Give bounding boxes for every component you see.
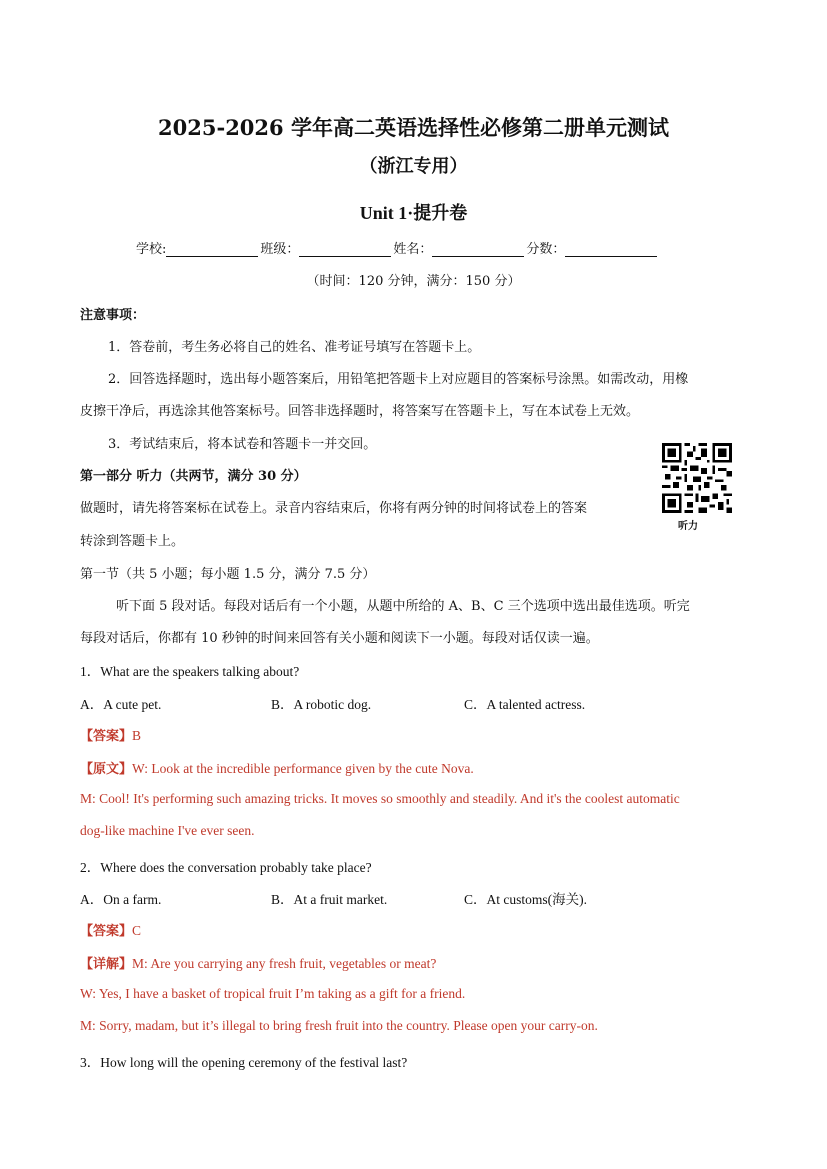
part1-intro-line-2: 转涂到答题卡上。 xyxy=(80,534,185,549)
q1-transcript-line-1 xyxy=(80,758,474,777)
note-item-1: 1．答卷前，考生务必将自己的姓名、准考证号填写在答题卡上。 xyxy=(108,340,481,355)
q1-option-a: A．A cute pet. xyxy=(80,697,162,712)
unit-title: Unit 1·提升卷 xyxy=(359,203,468,223)
page-subtitle: （浙江专用） xyxy=(359,156,468,177)
q2-line-1-text: M: Are you carrying any fresh fruit, vegetables or meat? xyxy=(132,956,437,971)
name-label: 姓名： xyxy=(393,242,433,257)
q1-question: 1．What are the speakers talking about? xyxy=(80,664,300,679)
q1-answer xyxy=(80,725,141,744)
qr-caption: 听力 xyxy=(678,521,698,532)
q2-transcript-line-1 xyxy=(80,953,436,972)
part1-heading: 第一部分 听力（共两节，满分 30 分） xyxy=(80,469,307,484)
q1-transcript-line-3: dog-like machine I've ever seen. xyxy=(80,823,255,838)
note-item-2-line-1: 2．回答选择题时，选出每小题答案后，用铅笔把答题卡上对应题目的答案标号涂黑。如需改动，用橡 xyxy=(108,372,689,387)
q2-question: 2．Where does the conversation probably take place? xyxy=(80,860,372,875)
q2-answer-value: C xyxy=(132,923,142,938)
q2-transcript-line-2: W: Yes, I have a basket of tropical fruit I’m taking as a gift for a friend. xyxy=(80,986,466,1001)
q1-line-1-text: W: Look at the incredible performance given by the cute Nova. xyxy=(132,761,474,776)
q2-option-c: C．At customs(海关). xyxy=(464,892,587,907)
q2-detail-tag: 【详解】 xyxy=(80,957,133,972)
q2-answer-tag: 【答案】 xyxy=(80,924,133,939)
class-blank xyxy=(299,242,391,257)
notes-heading: 注意事项： xyxy=(80,308,146,323)
part1-intro-line-1: 做题时，请先将答案标在试卷上。录音内容结束后，你将有两分钟的时间将试卷上的答案 xyxy=(80,501,588,516)
q1-transcript-line-2: M: Cool! It's performing such amazing tricks. It moves so smoothly and steadily. And it's the coolest automatic xyxy=(80,791,680,806)
note-item-3: 3．考试结束后，将本试卷和答题卡一并交回。 xyxy=(108,437,377,452)
time-info: （时间：120 分钟，满分：150 分） xyxy=(306,274,521,289)
section1-heading: 第一节（共 5 小题；每小题 1.5 分，满分 7.5 分） xyxy=(80,567,376,582)
note-item-2-line-2: 皮擦干净后，再选涂其他答案标号。回答非选择题时，将答案写在答题卡上，写在本试卷上无效。 xyxy=(80,404,640,419)
q2-answer xyxy=(80,920,141,939)
section1-instructions-line-1: 听下面 5 段对话。每段对话后有一个小题，从题中所给的 A、B、C 三个选项中选出最佳选项。听完 xyxy=(116,599,690,614)
info-fields xyxy=(136,238,659,257)
q2-option-a: A．On a farm. xyxy=(80,892,162,907)
q1-answer-tag: 【答案】 xyxy=(80,729,133,744)
q1-source-tag: 【原文】 xyxy=(80,762,133,777)
section1-instructions-line-2: 每段对话后，你都有 10 秒钟的时间来回答有关小题和阅读下一小题。每段对话仅读一遍。 xyxy=(80,631,599,646)
class-label: 班级： xyxy=(260,242,300,257)
school-blank xyxy=(166,242,258,257)
q1-option-c: C．A talented actress. xyxy=(464,697,586,712)
qr-code-icon[interactable] xyxy=(662,443,732,513)
page-title: 2025-2026 学年高二英语选择性必修第二册单元测试 xyxy=(158,115,669,140)
name-blank xyxy=(432,242,524,257)
q2-option-b: B．At a fruit market. xyxy=(271,892,388,907)
q3-question: 3．How long will the opening ceremony of the festival last? xyxy=(80,1055,408,1070)
q1-answer-value: B xyxy=(132,728,142,743)
score-label: 分数： xyxy=(526,242,566,257)
school-label: 学校: xyxy=(136,242,167,257)
q1-option-b: B．A robotic dog. xyxy=(271,697,372,712)
score-blank xyxy=(565,242,657,257)
q2-transcript-line-3: M: Sorry, madam, but it’s illegal to bring fresh fruit into the country. Please open your carry-on. xyxy=(80,1018,598,1033)
